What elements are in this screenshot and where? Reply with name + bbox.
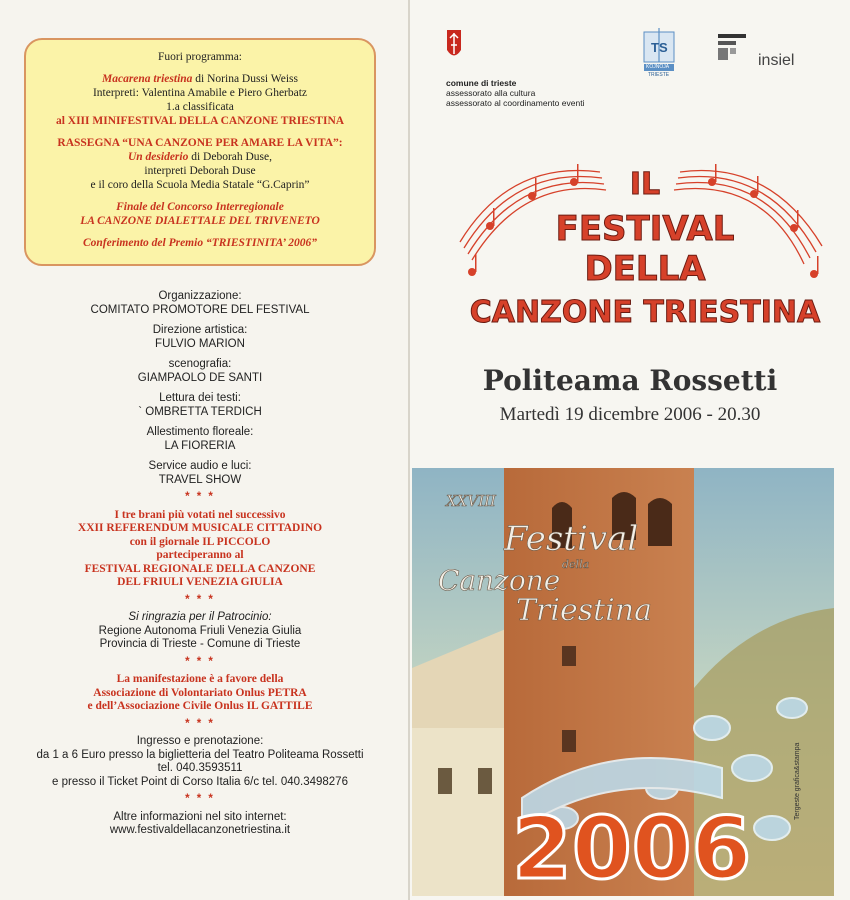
festival-poster [412,468,834,896]
sceno-value: GIAMPAOLO DE SANTI [137,371,263,384]
altre-info: Altre informazioni nel sito internet: [113,810,287,823]
tel-1: tel. 040.3593511 [157,762,243,774]
desiderio-title: Un desiderio [127,151,189,163]
minifestival: al XIII MINIFESTIVAL DELLA CANZONE TRIESTINA [55,115,345,127]
ingresso: Ingresso e prenotazione: [136,735,264,747]
venue-name: Politeama Rossetti [482,364,778,397]
petra: Associazione di Volontariato Onlus PETRA [93,686,307,699]
separator-stars: * * * [185,593,215,606]
separator-stars: * * * [185,491,215,503]
gattile: e dell’Associazione Civile Onlus IL GATTILE [87,700,313,712]
ts-logo-sub2: TRIESTE [648,72,670,78]
title-line-2: FESTIVAL [555,209,735,249]
festival-regionale: FESTIVAL REGIONALE DELLA CANZONE [84,562,316,575]
ticket-point: e presso il Ticket Point di Corso Italia 6/c tel. 040.3498276 [52,775,348,788]
title-line-4: CANZONE TRIESTINA [469,295,821,330]
poster-word-canzone: Canzone [438,564,561,597]
dir-value: FULVIO MARION [155,337,245,350]
referendum: XXII REFERENDUM MUSICALE CITTADINO [77,522,323,534]
event-date: Martedì 19 dicembre 2006 - 20.30 [499,404,761,425]
org-value: COMITATO PROMOTORE DEL FESTIVAL [90,303,310,316]
poster-edition: XXVIII [446,492,496,510]
printer-credit: Tergeste grafica&stampa [794,742,801,820]
dir-label: Direzione artistica: [152,324,248,336]
trieste-crest-icon [446,28,462,62]
ts-logo-sub1: KOJNOJA [646,64,670,70]
dialettale: LA CANZONE DIALETTALE DEL TRIVENETO [80,215,320,227]
euro: da 1 a 6 Euro presso la biglietteria del Teatro Politeama Rossetti [36,748,364,761]
org-label: Organizzazione: [158,290,242,302]
rassegna: RASSEGNA “UNA CANZONE PER AMARE LA VITA”: [57,137,343,149]
giornale: con il giornale IL PICCOLO [129,535,271,548]
macarena-title: Macarena triestina [102,73,193,85]
separator-stars: * * * [185,717,215,730]
parteciperanno: parteciperanno al [156,549,244,561]
poster-word-festival: Festival [504,519,639,559]
comune-logo-text [446,78,584,108]
favore: La manifestazione è a favore della [116,673,284,685]
service-value: TRAVEL SHOW [158,473,242,486]
festival-title-art [450,150,840,340]
fuori-programma-box [24,38,376,266]
lettura-value: ` OMBRETTA TERDICH [138,405,262,418]
service-label: Service audio e luci: [148,460,252,472]
premio: Conferimento del Premio “TRIESTINITA’ 2006” [82,237,318,249]
allest-label: Allestimento floreale: [146,426,254,438]
desiderio-line [26,150,374,164]
regione: Regione Autonoma Friuli Venezia Giulia [98,624,302,637]
macarena-author: di Norina Dussi Weiss [192,73,298,85]
website-link[interactable]: www.festivaldellacanzonetriestina.it [109,824,291,836]
separator-stars: * * * [185,655,215,668]
interpreti-2: interpreti Deborah Duse [144,165,256,177]
insiel-logo-text: insiel [758,52,795,69]
classificata: 1.a classificata [166,101,234,113]
interpreti-1: Interpreti: Valentina Amabile e Piero Gherbatz [92,87,308,99]
poster-word-triestina: Triestina [516,593,652,628]
separator-stars: * * * [185,793,215,805]
assessorato-eventi: assessorato al coordinamento eventi [446,98,585,108]
title-line-3: DELLA [584,249,706,289]
finale: Finale del Concorso Interregionale [116,201,284,213]
ts-logo [642,28,676,80]
sceno-label: scenografia: [168,358,232,370]
desiderio-author: di Deborah Duse, [188,151,273,163]
sponsor-logos [446,28,836,108]
ts-logo-text: TS [651,40,668,55]
comune-name: comune di trieste [446,78,517,88]
provincia: Provincia di Trieste - Comune di Trieste [99,638,301,650]
tre-brani: I tre brani più votati nel successivo [114,508,286,521]
credits-block [24,290,376,838]
left-panel [0,0,408,900]
poster-year: 2006 [512,799,752,896]
right-panel [410,0,850,900]
title-line-1: IL [629,167,661,202]
ringrazia: Si ringrazia per il Patrocinio: [128,611,272,623]
fuori-heading: Fuori programma: [158,51,242,63]
macarena-line [26,72,374,86]
coro: e il coro della Scuola Media Statale “G.Caprin” [90,179,310,191]
friuli: DEL FRIULI VENEZIA GIULIA [117,576,283,588]
allest-value: LA FIORERIA [164,439,236,452]
poster-word-della: della [562,558,590,571]
insiel-mark-icon [714,32,750,62]
assessorato-cultura: assessorato alla cultura [446,88,536,98]
lettura-label: Lettura dei testi: [159,392,241,404]
